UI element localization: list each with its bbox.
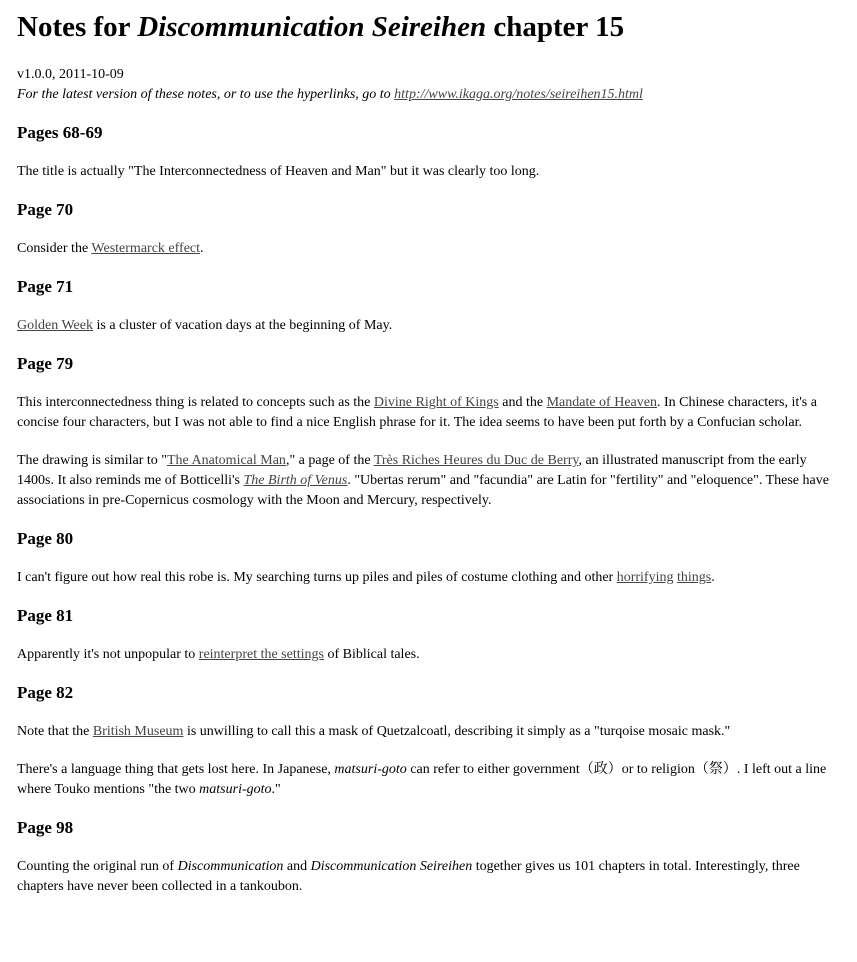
title-prefix: Notes for xyxy=(17,11,138,43)
text: I can't figure out how real this robe is. My searching turns up piles and piles of costume clothing and other xyxy=(17,570,617,585)
series-title: Discommunication Seireihen xyxy=(310,859,473,874)
series-title: Discommunication xyxy=(177,859,284,874)
text: , an illustrated manuscript from the early 1400s. It also reminds me of Botticelli's xyxy=(17,453,807,488)
horrifying-link[interactable]: horrifying xyxy=(616,570,674,585)
title-suffix: chapter 15 xyxy=(486,11,625,43)
text: This interconnectedness thing is related to concepts such as the xyxy=(17,395,374,410)
text: and the xyxy=(498,395,547,410)
text: . In Chinese characters, it's a concise four characters, but I was not able to find a nice English phrase for it. The idea seems to have been put forth by a Confucian scholar. xyxy=(17,395,817,430)
reinterpret-settings-link[interactable]: reinterpret the settings xyxy=(198,647,324,662)
paragraph-pages-68-69: The title is actually "The Interconnectedness of Heaven and Man" but it was clearly too long. xyxy=(17,164,540,179)
text: Note that the xyxy=(17,724,93,739)
mandate-of-heaven-link[interactable]: Mandate of Heaven xyxy=(546,395,657,410)
tres-riches-heures-link[interactable]: Très Riches Heures du Duc de Berry xyxy=(373,453,579,468)
page-title xyxy=(17,10,840,44)
text: ." xyxy=(271,782,281,797)
things-link[interactable]: things xyxy=(676,570,712,585)
matsuri-goto-term: matsuri-goto xyxy=(334,762,407,777)
heading-page-70: Page 70 xyxy=(17,200,74,219)
text: of Biblical tales. xyxy=(323,647,420,662)
anatomical-man-link[interactable]: The Anatomical Man xyxy=(166,453,286,468)
text: together gives us 101 chapters in total. Interestingly, three chapters have never been collected in a tankoubon. xyxy=(17,859,800,894)
notes-url-link[interactable]: http://www.ikaga.org/notes/seireihen15.html xyxy=(394,87,643,102)
divine-right-link[interactable]: Divine Right of Kings xyxy=(373,395,499,410)
text: . "Ubertas rerum" and "facundia" are Latin for "fertility" and "eloquence". These have associations in pre-Copernicus cosmology with the Moon and Mercury, respectively. xyxy=(17,473,829,508)
text: . xyxy=(200,241,204,256)
paragraph-page-79-1 xyxy=(17,393,840,433)
text: is a cluster of vacation days at the beginning of May. xyxy=(92,318,393,333)
text: is unwilling to call this a mask of Quetzalcoatl, describing it simply as a "turqoise mosaic mask." xyxy=(183,724,731,739)
latest-note xyxy=(17,85,840,105)
heading-page-80: Page 80 xyxy=(17,529,74,548)
version-line: v1.0.0, 2011-10-09 xyxy=(17,67,124,82)
paragraph-page-71 xyxy=(17,316,840,336)
text: Apparently it's not unpopular to xyxy=(17,647,199,662)
paragraph-page-82-1 xyxy=(17,722,840,742)
title-series: Discommunication Seireihen xyxy=(137,11,487,43)
paragraph-page-70 xyxy=(17,239,840,259)
paragraph-page-82-2 xyxy=(17,760,840,800)
text: The drawing is similar to " xyxy=(17,453,167,468)
paragraph-page-80 xyxy=(17,568,840,588)
text: can refer to either government（政）or to religion（祭）. I left out a line where Touko mentions "the two xyxy=(17,762,827,797)
heading-page-71: Page 71 xyxy=(17,277,74,296)
westermarck-effect-link[interactable]: Westermarck effect xyxy=(91,241,201,256)
text: and xyxy=(283,859,311,874)
matsuri-goto-term: matsuri-goto xyxy=(199,782,272,797)
meta-block xyxy=(17,65,840,105)
paragraph-page-81 xyxy=(17,645,840,665)
text: ," a page of the xyxy=(285,453,374,468)
heading-page-81: Page 81 xyxy=(17,606,74,625)
birth-of-venus-title: The Birth of Venus xyxy=(243,473,348,488)
golden-week-link[interactable]: Golden Week xyxy=(17,318,93,333)
birth-of-venus-link[interactable] xyxy=(244,473,348,488)
heading-page-98: Page 98 xyxy=(17,818,74,837)
paragraph-page-98 xyxy=(17,857,840,897)
text: Consider the xyxy=(17,241,92,256)
british-museum-link[interactable]: British Museum xyxy=(92,724,184,739)
latest-note-text: For the latest version of these notes, or to use the hyperlinks, go to xyxy=(17,87,395,102)
text: There's a language thing that gets lost here. In Japanese, xyxy=(17,762,335,777)
text: . xyxy=(711,570,715,585)
text: Counting the original run of xyxy=(17,859,178,874)
heading-pages-68-69: Pages 68-69 xyxy=(17,123,103,142)
heading-page-82: Page 82 xyxy=(17,683,74,702)
heading-page-79: Page 79 xyxy=(17,354,74,373)
paragraph-page-79-2 xyxy=(17,451,840,511)
